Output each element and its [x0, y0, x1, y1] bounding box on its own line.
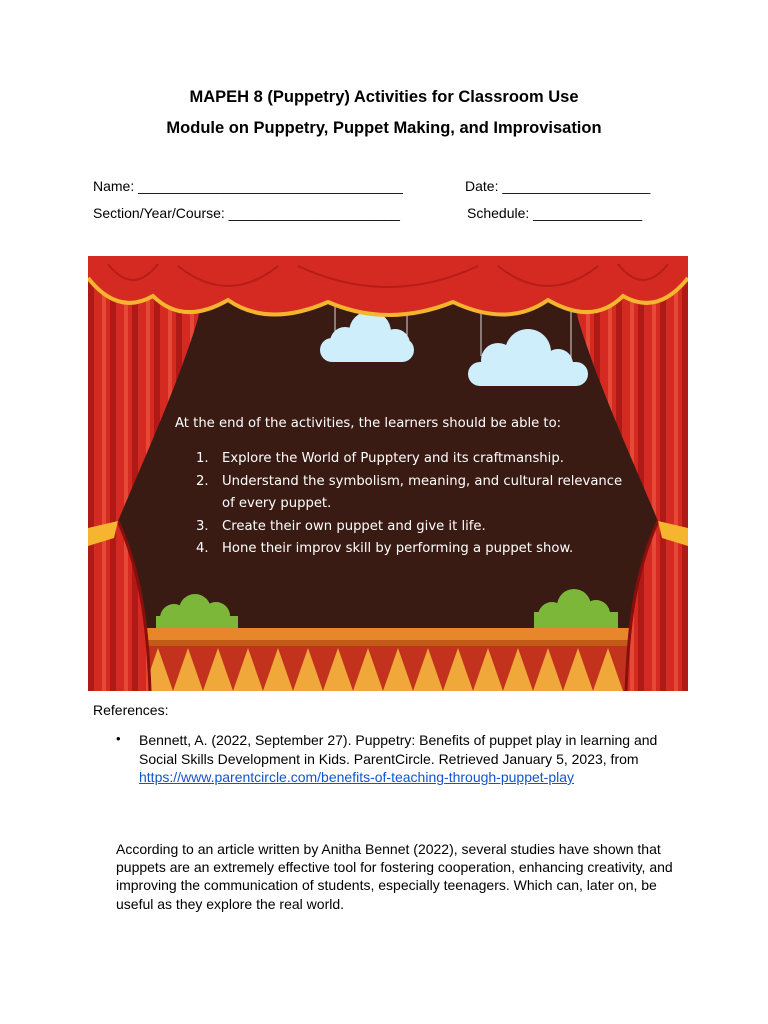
document-subtitle: Module on Puppetry, Puppet Making, and Improvisation	[166, 119, 602, 137]
reference-entry	[139, 731, 659, 787]
body-paragraph: According to an article written by Anitha Bennet (2022), several studies have shown that puppets are an extremely effective tool for fostering cooperation, enhancing creativity, and improving the communication of students, especially teenagers. Which can, later on, be useful as they explore the real world.	[116, 841, 673, 912]
objective-item: 2. Understand the symbolism, meaning, and cultural relevance of every puppet.	[196, 473, 623, 511]
puppet-stage-illustration	[88, 256, 688, 691]
bullet-icon: •	[116, 731, 121, 746]
objective-item: 4. Hone their improv skill by performing a puppet show.	[196, 541, 574, 556]
name-field: Name: __________________________________	[93, 178, 403, 194]
references-heading: References:	[93, 702, 169, 718]
objective-item: 3. Create their own puppet and give it life.	[196, 518, 486, 534]
date-field: Date: ___________________	[465, 178, 651, 194]
objectives-panel	[88, 256, 688, 691]
reference-text: Bennett, A. (2022, September 27). Puppetry: Benefits of puppet play in learning and Social Skills Development in Kids. ParentCircle. Retrieved January 5, 2023, from	[139, 732, 658, 767]
document-title: MAPEH 8 (Puppetry) Activities for Classroom Use	[189, 88, 579, 106]
section-field: Section/Year/Course: ______________________	[93, 205, 400, 221]
objectives-intro: At the end of the activities, the learners should be able to:	[175, 416, 562, 431]
objectives-list	[196, 448, 636, 561]
schedule-field: Schedule: ______________	[467, 205, 643, 221]
reference-link[interactable]: https://www.parentcircle.com/benefits-of-teaching-through-puppet-play	[139, 769, 574, 785]
objective-item: 1. Explore the World of Pupptery and its craftmanship.	[196, 451, 564, 466]
